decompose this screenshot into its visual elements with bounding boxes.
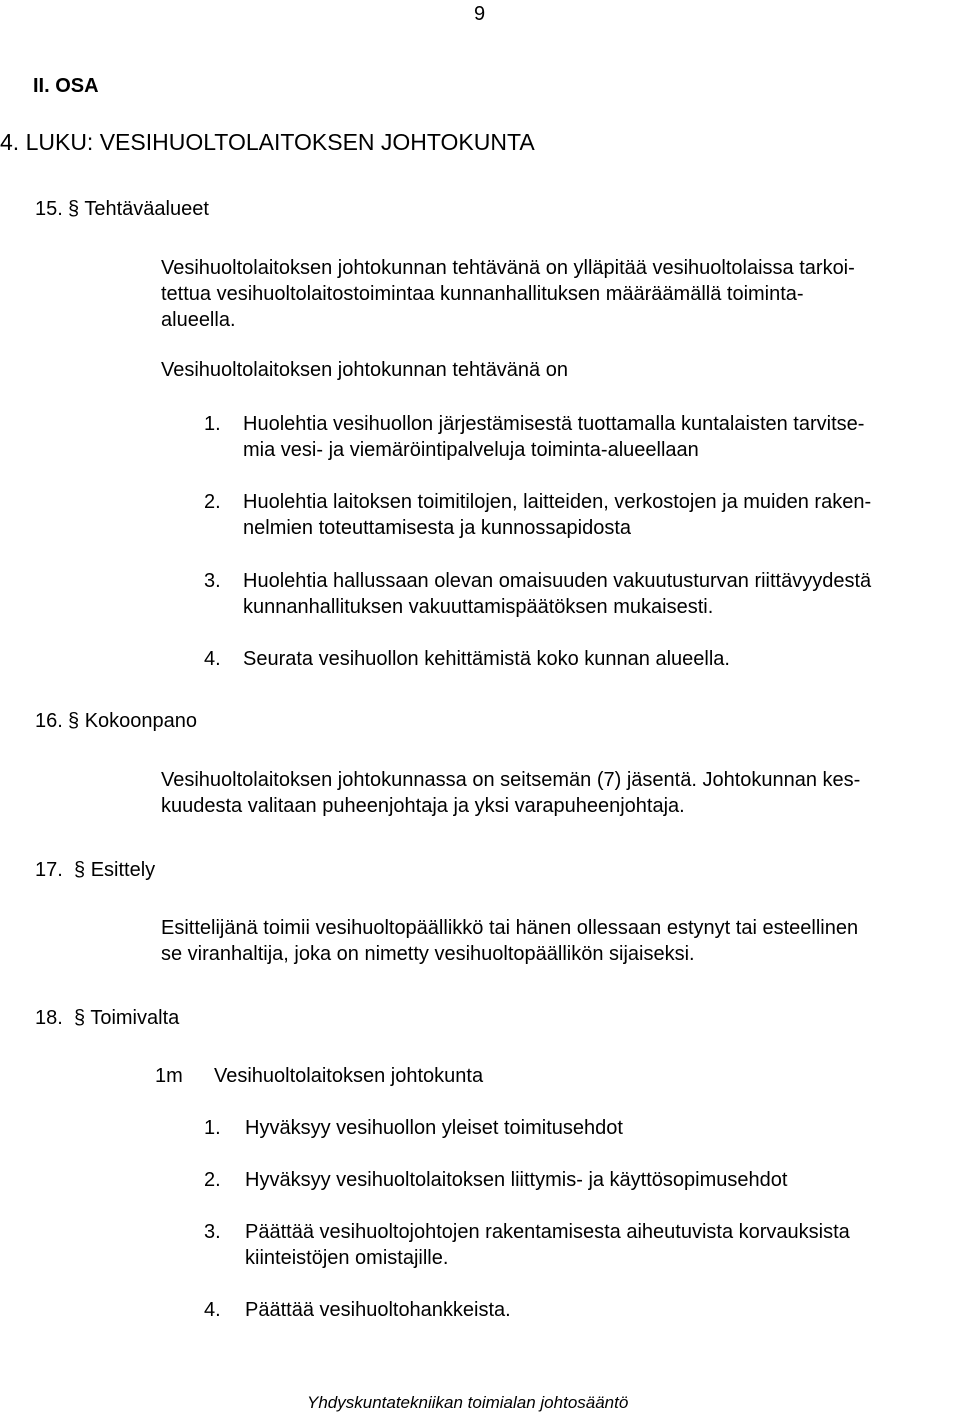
list-item-line: kiinteistöjen omistajille. bbox=[245, 1247, 449, 1269]
section-title-text: Tehtäväalueet bbox=[84, 198, 209, 220]
list-item-number: 4. bbox=[204, 648, 221, 670]
section-title: § Kokoonpano bbox=[68, 710, 198, 732]
section-title: § Esittely bbox=[74, 859, 156, 881]
section-title-text: Toimivalta bbox=[90, 1007, 180, 1029]
list-item-line: Päättää vesihuoltojohtojen rakentamisesta aiheutuvista korvauksista bbox=[245, 1221, 850, 1243]
list-item-number: 2. bbox=[204, 491, 221, 513]
list-item-line: Huolehtia hallussaan olevan omaisuuden vakuutusturvan riittävyydestä bbox=[243, 570, 872, 592]
chapter-heading: 4. LUKU: VESIHUOLTOLAITOKSEN JOHTOKUNTA bbox=[0, 129, 535, 155]
section-title: § Tehtäväalueet bbox=[68, 198, 209, 220]
list-item-number: 3. bbox=[204, 570, 221, 592]
page-footer: Yhdyskuntatekniikan toimialan johtosääntö bbox=[307, 1393, 629, 1412]
page-number: 9 bbox=[474, 3, 486, 25]
section-number: 17. bbox=[35, 859, 63, 881]
paragraph-line: alueella. bbox=[161, 309, 236, 331]
section-title-text: Esittely bbox=[90, 859, 156, 881]
paragraph-line: kuudesta valitaan puheenjohtaja ja yksi varapuheenjohtaja. bbox=[161, 795, 685, 817]
list-item-number: 2. bbox=[204, 1169, 221, 1191]
subsection-title: Vesihuoltolaitoksen johtokunta bbox=[214, 1065, 484, 1087]
list-item-line: Seurata vesihuollon kehittämistä koko kunnan alueella. bbox=[243, 648, 730, 670]
list-item-number: 1. bbox=[204, 413, 221, 435]
list-item-line: Huolehtia laitoksen toimitilojen, laitteiden, verkostojen ja muiden raken- bbox=[243, 491, 872, 513]
list-item-line: Päättää vesihuoltohankkeista. bbox=[245, 1299, 511, 1321]
list-item-line: Hyväksyy vesihuoltolaitoksen liittymis- ja käyttösopimusehdot bbox=[245, 1169, 788, 1191]
paragraph-line: Vesihuoltolaitoksen johtokunnassa on seitsemän (7) jäsentä. Johtokunnan kes- bbox=[161, 769, 861, 791]
list-item-line: nelmien toteuttamisesta ja kunnossapidosta bbox=[243, 517, 632, 539]
list-item-line: mia vesi- ja viemäröintipalveluja toiminta-alueellaan bbox=[243, 439, 699, 461]
section-title: § Toimivalta bbox=[74, 1007, 180, 1029]
paragraph-lead: Vesihuoltolaitoksen johtokunnan tehtävänä on bbox=[161, 359, 568, 381]
paragraph-line: Vesihuoltolaitoksen johtokunnan tehtävänä on ylläpitää vesihuoltolaissa tarkoi- bbox=[161, 257, 855, 279]
list-item-number: 3. bbox=[204, 1221, 221, 1243]
paragraph-line: Esittelijänä toimii vesihuoltopäällikkö tai hänen ollessaan estynyt tai esteellinen bbox=[161, 917, 859, 939]
list-item-number: 1. bbox=[204, 1117, 221, 1139]
list-item-line: Huolehtia vesihuollon järjestämisestä tuottamalla kuntalaisten tarvitse- bbox=[243, 413, 865, 435]
section-title-text: Kokoonpano bbox=[84, 710, 198, 732]
paragraph-line: tettua vesihuoltolaitostoimintaa kunnanhallituksen määräämällä toiminta- bbox=[161, 283, 804, 305]
section-number: 18. bbox=[35, 1007, 63, 1029]
subsection-number: 1m bbox=[155, 1065, 183, 1087]
list-item-number: 4. bbox=[204, 1299, 221, 1321]
paragraph-line: se viranhaltija, joka on nimetty vesihuoltopäällikön sijaiseksi. bbox=[161, 943, 695, 965]
part-heading: II. OSA bbox=[33, 75, 99, 97]
section-number: 16. bbox=[35, 710, 63, 732]
list-item-line: kunnanhallituksen vakuuttamispäätöksen mukaisesti. bbox=[243, 596, 714, 618]
list-item-line: Hyväksyy vesihuollon yleiset toimitusehdot bbox=[245, 1117, 623, 1139]
section-number: 15. bbox=[35, 198, 63, 220]
